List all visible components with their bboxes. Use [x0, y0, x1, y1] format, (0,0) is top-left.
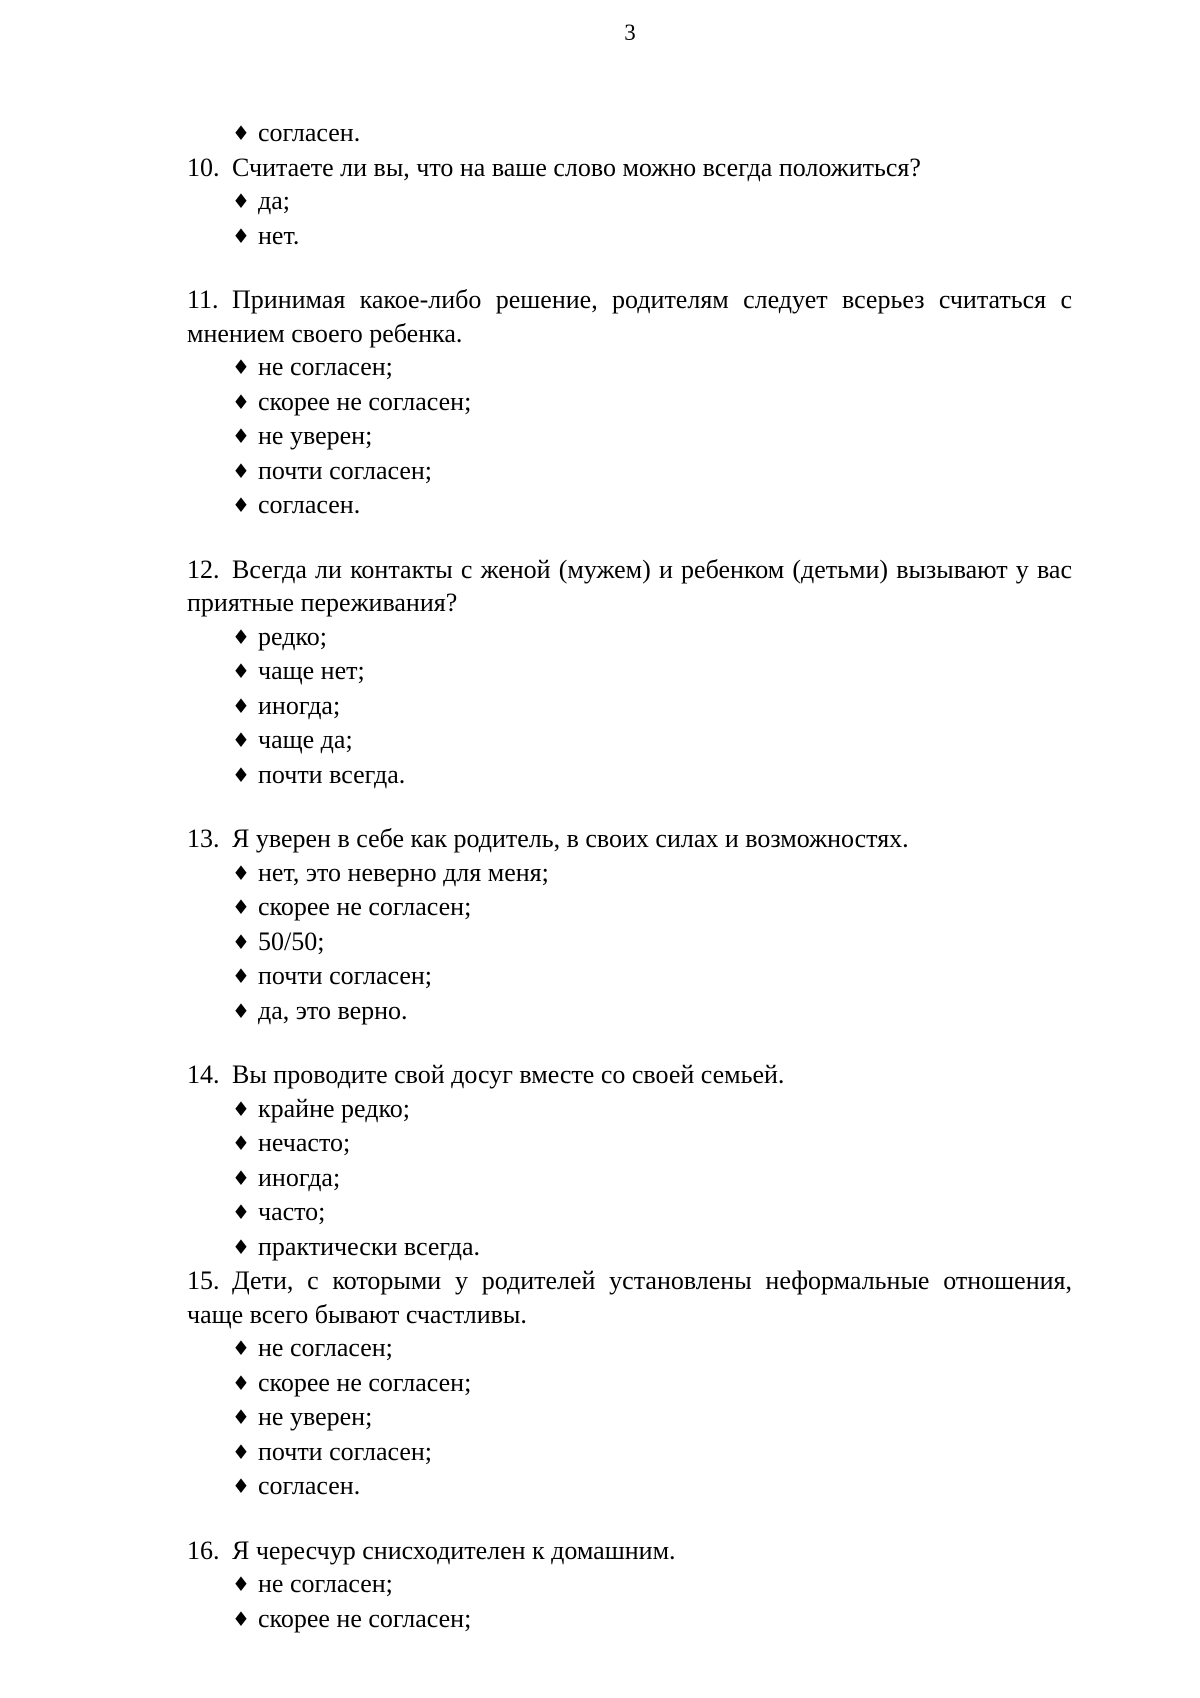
- diamond-bullet-icon: ♦: [232, 355, 250, 379]
- question-number: 12.: [187, 554, 220, 584]
- question-text: Я чересчур снисходителен к домашним.: [232, 1535, 676, 1565]
- option-text: да;: [258, 186, 290, 215]
- option-text: чаще нет;: [258, 656, 365, 685]
- option-text: нет.: [258, 220, 300, 250]
- option-text: не согласен;: [258, 1333, 393, 1362]
- options-list: [187, 620, 1072, 793]
- option-item: [232, 620, 1072, 655]
- option-item: [232, 654, 1072, 689]
- options-list: [187, 1567, 1072, 1636]
- diamond-bullet-icon: ♦: [232, 1336, 250, 1360]
- option-item: [232, 1400, 1072, 1435]
- option-text: 50/50;: [258, 926, 325, 956]
- option-item: [232, 925, 1072, 960]
- diamond-bullet-icon: ♦: [232, 424, 250, 448]
- option-item: [232, 1161, 1072, 1196]
- diamond-bullet-icon: ♦: [232, 1234, 250, 1259]
- option-item: [232, 959, 1072, 994]
- option-item: [232, 994, 1072, 1029]
- question-number: 11.: [187, 285, 219, 314]
- option-item: [232, 454, 1072, 489]
- option-item: [232, 1435, 1072, 1470]
- question-number: 10.: [187, 152, 220, 182]
- diamond-bullet-icon: ♦: [232, 493, 250, 517]
- option-item: [232, 488, 1072, 523]
- diamond-bullet-icon: ♦: [232, 1165, 250, 1190]
- diamond-bullet-icon: ♦: [232, 929, 250, 954]
- option-text: иногда;: [258, 690, 341, 720]
- option-text: скорее не согласен;: [258, 892, 472, 921]
- option-item: [232, 1195, 1072, 1230]
- question-13: [187, 822, 1072, 1028]
- question-12: [187, 553, 1072, 793]
- diamond-bullet-icon: ♦: [232, 389, 250, 414]
- options-list: [187, 1331, 1072, 1504]
- question-10: [187, 151, 1072, 254]
- option-text: скорее не согласен;: [258, 1367, 472, 1397]
- option-text: согласен.: [258, 1471, 361, 1500]
- diamond-bullet-icon: ♦: [232, 1131, 250, 1155]
- diamond-bullet-icon: ♦: [232, 1474, 250, 1498]
- question-number: 15.: [187, 1266, 220, 1295]
- option-item: [232, 890, 1072, 925]
- option-item: [232, 184, 1072, 219]
- question-15: [187, 1264, 1072, 1504]
- option-text: скорее не согласен;: [258, 386, 472, 416]
- option-item: [232, 1366, 1072, 1401]
- questionnaire: [187, 116, 1072, 1636]
- diamond-bullet-icon: ♦: [232, 1439, 250, 1464]
- option-text: крайне редко;: [258, 1093, 411, 1123]
- option-text: часто;: [258, 1197, 326, 1226]
- option-text: не уверен;: [258, 1402, 373, 1431]
- option-text: почти согласен;: [258, 1436, 433, 1466]
- diamond-bullet-icon: ♦: [232, 693, 250, 718]
- diamond-bullet-icon: ♦: [232, 1606, 250, 1631]
- diamond-bullet-icon: ♦: [232, 189, 250, 213]
- option-text: не уверен;: [258, 421, 373, 450]
- diamond-bullet-icon: ♦: [232, 223, 250, 248]
- option-text: нет, это неверно для меня;: [258, 857, 549, 887]
- diamond-bullet-icon: ♦: [232, 1200, 250, 1224]
- question-number: 13.: [187, 824, 220, 853]
- diamond-bullet-icon: ♦: [232, 964, 250, 988]
- question-number: 14.: [187, 1060, 220, 1089]
- option-text: иногда;: [258, 1162, 341, 1192]
- option-text: согласен.: [258, 118, 361, 147]
- question-text: Всегда ли контакты с женой (мужем) и ребенком (детьми) вызывают у вас приятные переживания?: [187, 554, 1072, 617]
- question-16: [187, 1534, 1072, 1637]
- option-item: [232, 1567, 1072, 1602]
- option-item: [232, 1602, 1072, 1637]
- option-text: почти согласен;: [258, 455, 433, 485]
- diamond-bullet-icon: ♦: [232, 728, 250, 752]
- options-list: [187, 350, 1072, 523]
- page-number: 3: [624, 20, 636, 45]
- option-text: практически всегда.: [258, 1231, 481, 1261]
- question-14: [187, 1058, 1072, 1264]
- question-11: [187, 283, 1072, 523]
- option-item: [232, 1126, 1072, 1161]
- question-text: Я уверен в себе как родитель, в своих силах и возможностях.: [232, 824, 909, 853]
- diamond-bullet-icon: ♦: [232, 121, 250, 145]
- question-number: 16.: [187, 1535, 220, 1565]
- option-text: согласен.: [258, 490, 361, 519]
- option-text: скорее не согласен;: [258, 1603, 472, 1633]
- diamond-bullet-icon: ♦: [232, 895, 250, 919]
- option-text: нечасто;: [258, 1128, 351, 1157]
- diamond-bullet-icon: ♦: [232, 458, 250, 483]
- option-item: [232, 723, 1072, 758]
- option-text: редко;: [258, 621, 327, 651]
- option-item: [232, 856, 1072, 891]
- diamond-bullet-icon: ♦: [232, 659, 250, 683]
- diamond-bullet-icon: ♦: [232, 1572, 250, 1596]
- diamond-bullet-icon: ♦: [232, 624, 250, 649]
- diamond-bullet-icon: ♦: [232, 1096, 250, 1121]
- options-list: [187, 856, 1072, 1029]
- option-text: почти всегда.: [258, 759, 406, 789]
- option-text: не согласен;: [258, 1569, 393, 1598]
- options-list: [187, 184, 1072, 253]
- option-item: [232, 219, 1072, 254]
- option-item: [232, 116, 1072, 151]
- option-item: [232, 350, 1072, 385]
- diamond-bullet-icon: ♦: [232, 1405, 250, 1429]
- continued-options-list: [187, 116, 1072, 151]
- question-text: Дети, с которыми у родителей установлены неформальные отношения, чаще всего бывают счастливы.: [187, 1266, 1072, 1329]
- option-item: [232, 1092, 1072, 1127]
- option-item: [232, 419, 1072, 454]
- options-list: [187, 1092, 1072, 1265]
- diamond-bullet-icon: ♦: [232, 860, 250, 885]
- option-item: [232, 1331, 1072, 1366]
- option-text: не согласен;: [258, 352, 393, 381]
- diamond-bullet-icon: ♦: [232, 762, 250, 787]
- option-text: почти согласен;: [258, 961, 433, 990]
- option-item: [232, 758, 1072, 793]
- option-item: [232, 1230, 1072, 1265]
- question-text: Считаете ли вы, что на ваше слово можно всегда положиться?: [232, 152, 921, 182]
- option-text: да, это верно.: [258, 995, 408, 1025]
- option-item: [232, 689, 1072, 724]
- option-item: [232, 385, 1072, 420]
- option-text: чаще да;: [258, 725, 353, 754]
- option-item: [232, 1469, 1072, 1504]
- question-text: Вы проводите свой досуг вместе со своей семьей.: [232, 1060, 785, 1089]
- diamond-bullet-icon: ♦: [232, 998, 250, 1023]
- diamond-bullet-icon: ♦: [232, 1370, 250, 1395]
- question-text: Принимая какое-либо решение, родителям следует всерьез считаться с мнением своего ребенка.: [187, 285, 1072, 348]
